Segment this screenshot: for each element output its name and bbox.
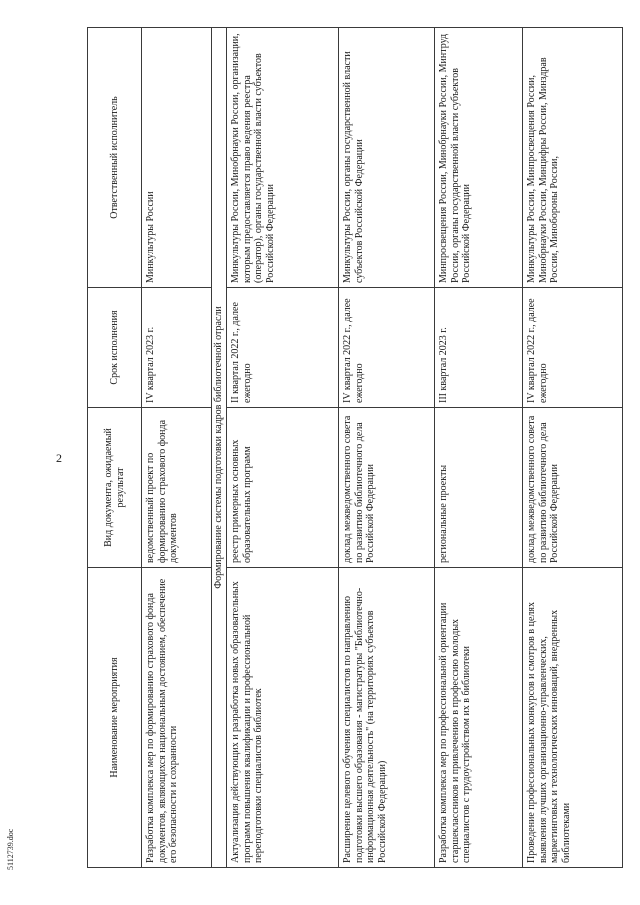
deadline: III квартал 2023 г. — [435, 288, 523, 408]
page-number: 2 — [56, 451, 62, 465]
header-deadline: Срок исполнения — [88, 288, 142, 408]
document-result: доклад межведомственного совета по развитию библиотечного дела Российской Федерации — [339, 408, 435, 568]
action-plan-table — [87, 27, 623, 868]
measure-name: Актуализация действующих и разработка новых образовательных программ повышения квалификации и профессиональной переподготовки специалистов библиотек — [227, 568, 339, 868]
section-row — [212, 28, 227, 868]
table-row — [142, 28, 212, 868]
document-result: реестр примерных основных образовательных программ — [227, 408, 339, 568]
header-name: Наименование мероприятия — [88, 568, 142, 868]
executor: Минкультуры России, Минпросвещения России, Минобрнауки России, Минцифры России, Минздрав России, Минобороны России, — [523, 28, 623, 288]
table-header-row — [88, 28, 142, 868]
deadline: IV квартал 2022 г., далее ежегодно — [523, 288, 623, 408]
executor: Минпросвещения России, Минобрнауки России, Минтруд России, органы государственной власти субъектов Российской Федерации — [435, 28, 523, 288]
executor: Минкультуры России — [142, 28, 212, 288]
executor: Минкультуры России, Минобрнауки России, организации, которым предоставляется право ведения реестра (оператор), органы государственной власти субъектов Российской Федерации — [227, 28, 339, 288]
section-title: Формирование системы подготовки кадров библиотечной отрасли — [212, 28, 227, 868]
measure-name: Разработка комплекса мер по формированию страхового фонда документов, являющихся национальным достоянием, обеспечение его безопасности и сохранности — [142, 568, 212, 868]
measure-name: Расширение целевого обучения специалистов по направлению подготовки высшего образования - магистратуры "Библиотечно-информационная деятельность" (на территориях субъектов Российской Федерации) — [339, 568, 435, 868]
document-result: ведомственный проект по формированию страхового фонда документов — [142, 408, 212, 568]
executor: Минкультуры России, органы государственной власти субъектов Российской Федерации — [339, 28, 435, 288]
header-document: Вид документа, ожидаемый результат — [88, 408, 142, 568]
deadline: IV квартал 2022 г., далее ежегодно — [339, 288, 435, 408]
document-code: 5112739.doc — [6, 828, 15, 870]
header-executor: Ответственный исполнитель — [88, 28, 142, 288]
measure-name: Разработка комплекса мер по профессиональной ориентации старшеклассников и привлечению в профессию молодых специалистов с трудоустройством их в библиотеки — [435, 568, 523, 868]
table-row — [339, 28, 435, 868]
document-result: доклад межведомственного совета по развитию библиотечного дела Российской Федерации — [523, 408, 623, 568]
rotated-table-container — [87, 28, 622, 868]
document-result: региональные проекты — [435, 408, 523, 568]
deadline: II квартал 2022 г., далее ежегодно — [227, 288, 339, 408]
table-row — [227, 28, 339, 868]
table-row — [435, 28, 523, 868]
measure-name: Проведение профессиональных конкурсов и смотров в целях выявления лучших организационно-управленческих, маркетинговых и технологических инноваций, внедренных библиотеками — [523, 568, 623, 868]
deadline: IV квартал 2023 г. — [142, 288, 212, 408]
table-row — [523, 28, 623, 868]
